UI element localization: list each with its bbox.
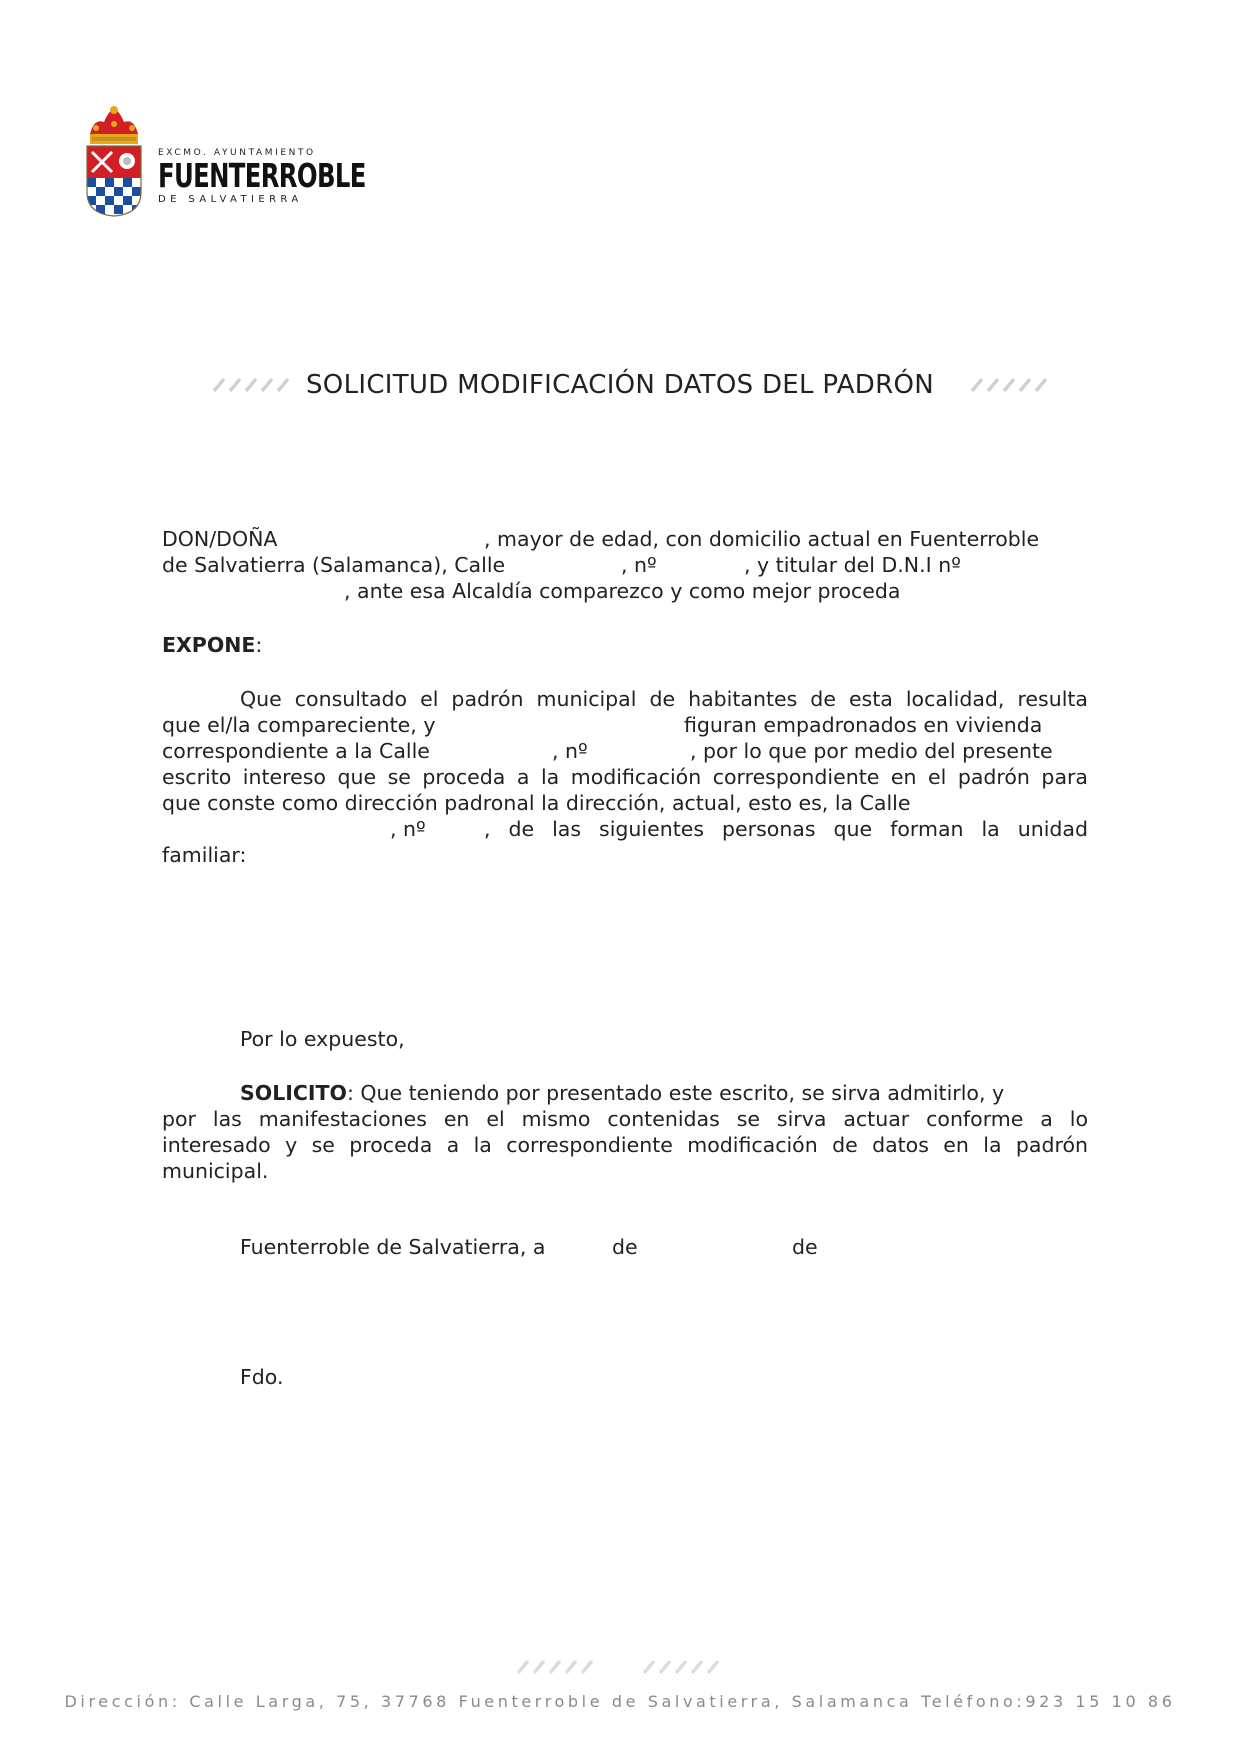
date-place: Fuenterroble de Salvatierra, a	[240, 1235, 546, 1259]
municipality-logo	[84, 104, 366, 224]
expone-line-2a: que el/la compareciente, y	[162, 713, 436, 737]
decorative-slashes-icon	[970, 378, 1052, 392]
expone-heading	[162, 632, 262, 658]
solicito-line-2: por las manifestaciones en el mismo contenidas se sirva actuar conforme a lo	[162, 1107, 1088, 1131]
intro-line-2b: , nº	[621, 553, 657, 577]
expone-label: EXPONE	[162, 633, 256, 657]
logo-wordmark	[158, 148, 411, 205]
solicito-text-1: : Que teniendo por presentado este escrito, se sirva admitirlo, y	[346, 1081, 1005, 1105]
footer-contact: Dirección: Calle Larga, 75, 37768 Fuenterroble de Salvatierra, Salamanca Teléfono:923 15 10 86	[64, 1692, 1176, 1711]
expone-colon: :	[255, 633, 263, 657]
intro-line-2a: de Salvatierra (Salamanca), Calle	[162, 553, 506, 577]
expone-line-1: Que consultado el padrón municipal de habitantes de esta localidad, resulta	[240, 687, 1088, 711]
logo-subtitle-text: DE SALVATIERRA	[158, 194, 303, 205]
solicito-line-4: municipal.	[162, 1159, 269, 1183]
date-de-1: de	[612, 1235, 638, 1259]
logo-small-text: EXCMO. AYUNTAMIENTO	[158, 148, 316, 158]
expone-line-6b: , de las siguientes personas que forman la unidad	[484, 817, 1088, 841]
expone-line-3a: correspondiente a la Calle	[162, 739, 430, 763]
signature-label: Fdo.	[240, 1365, 284, 1389]
intro-line-1: , mayor de edad, con domicilio actual en Fuenterroble	[484, 527, 1040, 551]
intro-line-3: , ante esa Alcaldía comparezco y como mejor proceda	[344, 579, 901, 603]
coat-of-arms-icon	[84, 104, 144, 218]
intro-line-2c: , y titular del D.N.I nº	[744, 553, 961, 577]
logo-name-text: FUENTERROBLE	[158, 156, 366, 195]
expone-line-4: escrito intereso que se proceda a la modificación correspondiente en el padrón para	[162, 765, 1088, 789]
title-row	[0, 368, 1240, 402]
document-title: SOLICITUD MODIFICACIÓN DATOS DEL PADRÓN	[306, 370, 934, 400]
expone-line-6a: , nº	[390, 817, 426, 841]
date-de-2: de	[792, 1235, 818, 1259]
expone-line-5: que conste como dirección padronal la dirección, actual, esto es, la Calle	[162, 791, 911, 815]
solicito-line-1	[240, 1080, 1088, 1106]
decorative-slashes-icon	[516, 1660, 598, 1674]
solicito-line-3: interesado y se proceda a la correspondiente modificación de datos en la padrón	[162, 1133, 1088, 1157]
expone-line-7: familiar:	[162, 843, 247, 867]
por-lo-expuesto: Por lo expuesto,	[240, 1027, 405, 1051]
solicito-label: SOLICITO	[240, 1081, 347, 1105]
expone-line-3c: , por lo que por medio del presente	[690, 739, 1053, 763]
expone-line-3b: , nº	[552, 739, 588, 763]
expone-line-2b: figuran empadronados en vivienda	[684, 713, 1043, 737]
decorative-slashes-icon	[642, 1660, 724, 1674]
decorative-slashes-icon	[212, 378, 294, 392]
intro-don-dona: DON/DOÑA	[162, 527, 278, 551]
